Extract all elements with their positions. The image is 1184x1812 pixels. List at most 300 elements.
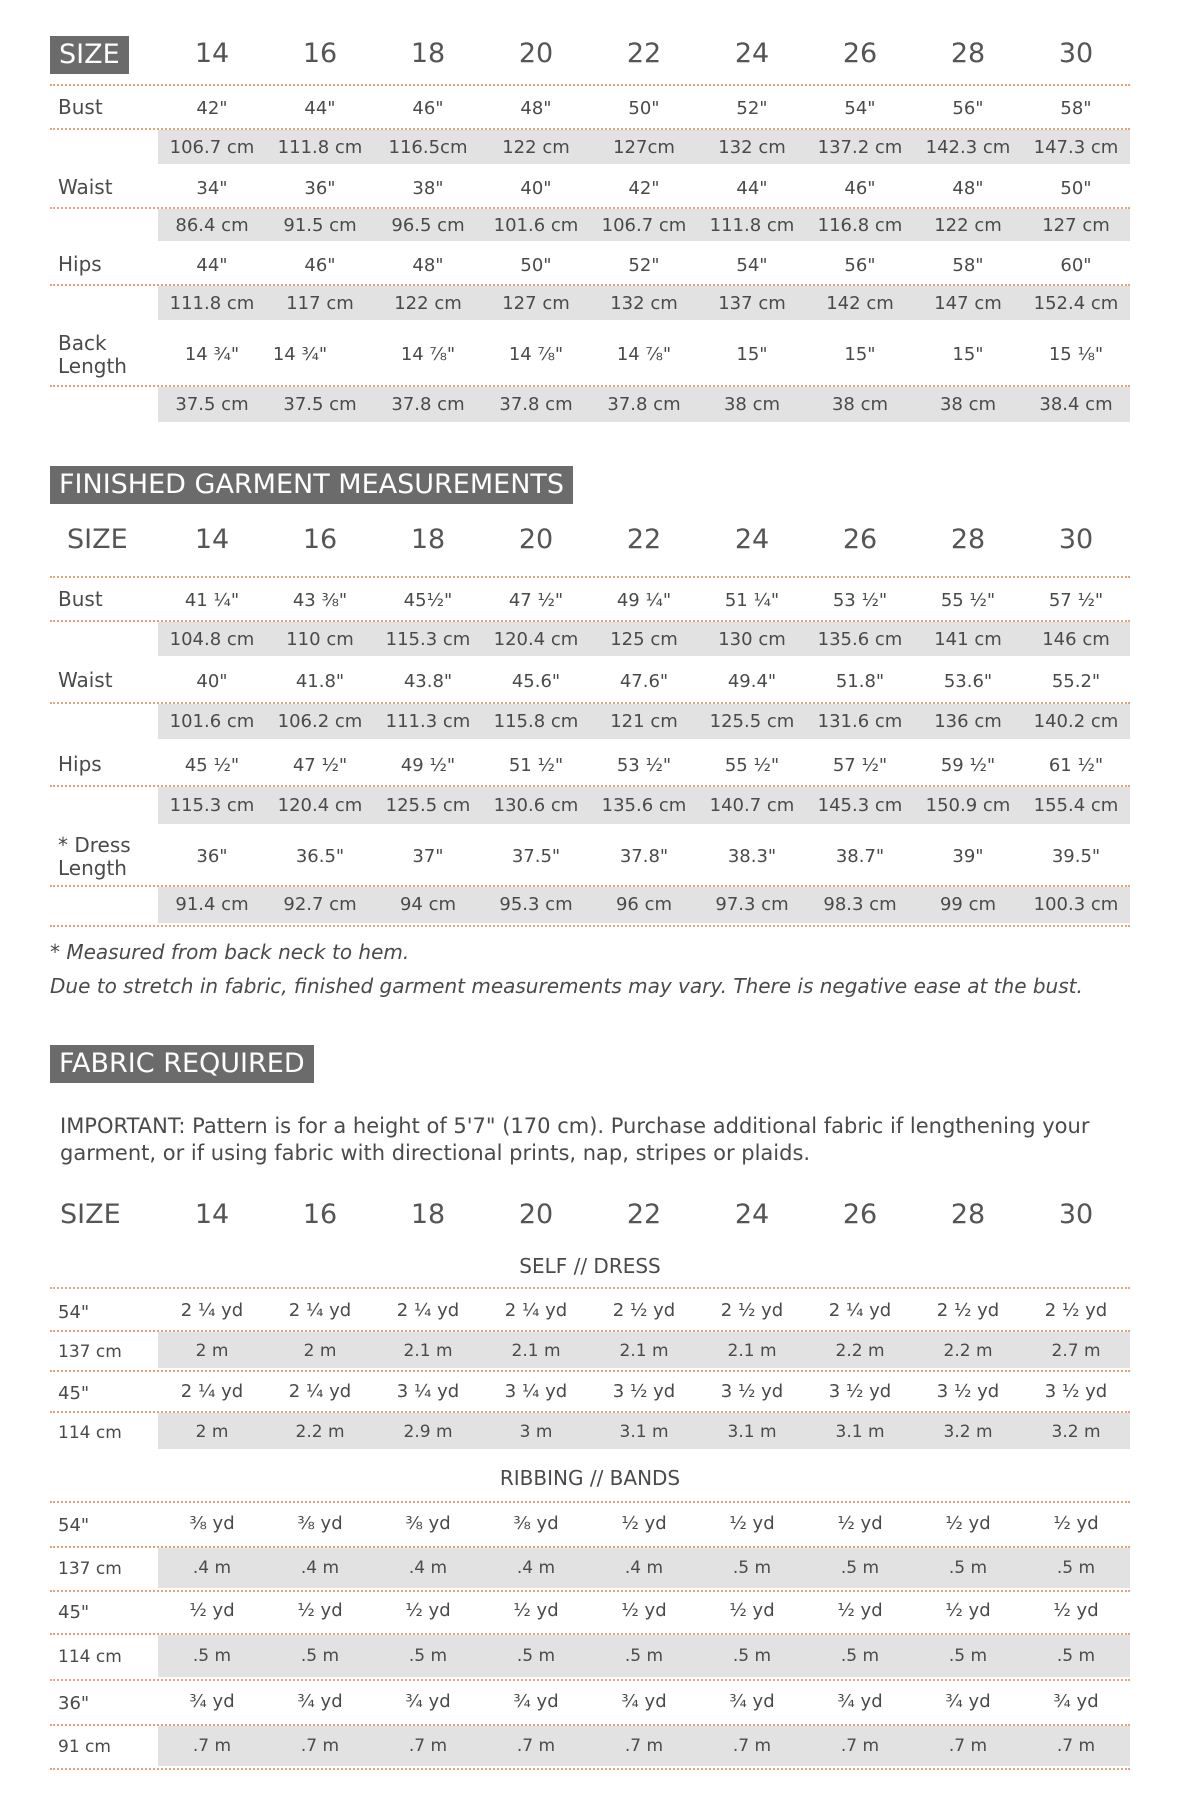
- fabric-value: ¾ yd: [405, 1691, 451, 1712]
- cm-value: 136 cm: [934, 711, 1002, 732]
- cm-value: 115.3 cm: [385, 629, 471, 650]
- inch-value: 44": [304, 98, 336, 119]
- cm-value: 37.5 cm: [175, 394, 249, 415]
- fabric-value: ¾ yd: [729, 1691, 775, 1712]
- measurement-row-hips: [50, 253, 1130, 283]
- inch-value: 43.8": [403, 671, 453, 692]
- fabric-row: [50, 1422, 1130, 1448]
- size-header-row: [50, 34, 1130, 74]
- cm-value: 91.4 cm: [175, 894, 249, 915]
- inch-value: 50": [1060, 178, 1092, 199]
- fabric-width-label: 137 cm: [58, 1342, 122, 1362]
- measurement-row-bust: [50, 96, 1130, 126]
- fabric-value: 2 ½ yd: [936, 1300, 1000, 1321]
- cm-value: 120.4 cm: [277, 795, 363, 816]
- fabric-value: 3.1 m: [727, 1422, 777, 1442]
- fabric-value: .5 m: [948, 1558, 988, 1578]
- inch-value: 41.8": [295, 671, 345, 692]
- cm-value: 106.7 cm: [169, 137, 255, 158]
- inch-value: 44": [196, 255, 228, 276]
- inch-value: 59 ½": [940, 755, 996, 776]
- size-col: 16: [302, 38, 338, 69]
- fabric-value: ⅜ yd: [189, 1513, 235, 1534]
- cm-value: 125.5 cm: [709, 711, 795, 732]
- fabric-value: .5 m: [192, 1646, 232, 1666]
- fabric-row: [50, 1341, 1130, 1367]
- inch-value: 37.5": [511, 846, 561, 867]
- measurement-row-bust-cm: [50, 137, 1130, 163]
- inch-value: 49 ½": [400, 755, 456, 776]
- cm-value: 146 cm: [1042, 629, 1110, 650]
- cm-value: 115.8 cm: [493, 711, 579, 732]
- inch-value: 49.4": [727, 671, 777, 692]
- fabric-value: 2 ½ yd: [720, 1300, 784, 1321]
- cm-value: 37.8 cm: [391, 394, 465, 415]
- fabric-value: ½ yd: [621, 1513, 667, 1534]
- fabric-value: 2.1 m: [727, 1341, 777, 1361]
- cm-value: 130.6 cm: [493, 795, 579, 816]
- inch-value: 38.3": [727, 846, 777, 867]
- inch-value: 58": [952, 255, 984, 276]
- inch-value: 55 ½": [724, 755, 780, 776]
- cm-value: 96 cm: [615, 894, 673, 915]
- body-measurements-section: [50, 32, 1130, 422]
- fabric-row: [50, 1558, 1130, 1584]
- size-label: SIZE: [67, 524, 128, 555]
- inch-value: 47 ½": [508, 590, 564, 611]
- cm-value: 37.5 cm: [283, 394, 357, 415]
- inch-value: 37.8": [619, 846, 669, 867]
- fabric-value: .7 m: [192, 1736, 232, 1756]
- size-col: 18: [410, 524, 446, 555]
- inch-value: 43 ⅜": [292, 590, 348, 611]
- size-col: 22: [626, 38, 662, 69]
- inch-value: 14 ¾": [272, 344, 328, 365]
- garment-row-dress-length: [50, 834, 1130, 884]
- fabric-value: 2.7 m: [1051, 1341, 1101, 1361]
- inch-value: 54": [736, 255, 768, 276]
- cm-value: 150.9 cm: [925, 795, 1011, 816]
- fabric-value: 2.9 m: [403, 1422, 453, 1442]
- inch-value: 53 ½": [616, 755, 672, 776]
- cm-value: 132 cm: [610, 293, 678, 314]
- cm-value: 37.8 cm: [499, 394, 573, 415]
- inch-value: 45½": [403, 590, 453, 611]
- fabric-value: 3 ¼ yd: [396, 1381, 460, 1402]
- fabric-row: [50, 1513, 1130, 1541]
- fabric-value: .5 m: [1056, 1646, 1096, 1666]
- row-label: Bust: [58, 95, 103, 119]
- cm-value: 116.5cm: [388, 137, 468, 158]
- size-col: 16: [302, 1199, 338, 1230]
- fabric-value: .4 m: [624, 1558, 664, 1578]
- fabric-value: ⅜ yd: [405, 1513, 451, 1534]
- garment-row-bust-cm: [50, 629, 1130, 655]
- fabric-value: .5 m: [408, 1646, 448, 1666]
- cm-value: 104.8 cm: [169, 629, 255, 650]
- inch-value: 47 ½": [292, 755, 348, 776]
- fabric-width-label: 91 cm: [58, 1737, 111, 1757]
- divider: [50, 84, 1130, 86]
- cm-value: 101.6 cm: [169, 711, 255, 732]
- cm-value: 155.4 cm: [1033, 795, 1119, 816]
- garment-row-hips: [50, 753, 1130, 783]
- garment-row-waist-cm: [50, 711, 1130, 737]
- cm-value: 117 cm: [286, 293, 354, 314]
- fabric-value: .5 m: [516, 1646, 556, 1666]
- inch-value: 44": [736, 178, 768, 199]
- inch-value: 58": [1060, 98, 1092, 119]
- footnote-measured: * Measured from back neck to hem.: [50, 940, 410, 964]
- fabric-value: 2 ¼ yd: [288, 1381, 352, 1402]
- inch-value: 37": [412, 846, 444, 867]
- divider: [50, 1590, 1130, 1592]
- inch-value: 45.6": [511, 671, 561, 692]
- fabric-value: .5 m: [300, 1646, 340, 1666]
- fabric-value: .5 m: [840, 1558, 880, 1578]
- inch-value: 55 ½": [940, 590, 996, 611]
- cm-value: 91.5 cm: [283, 215, 357, 236]
- inch-value: 36": [304, 178, 336, 199]
- fabric-value: ½ yd: [945, 1513, 991, 1534]
- inch-value: 38.7": [835, 846, 885, 867]
- inch-value: 51.8": [835, 671, 885, 692]
- fabric-value: 3 ½ yd: [1044, 1381, 1108, 1402]
- row-label: Waist: [58, 668, 113, 692]
- fabric-row: [50, 1600, 1130, 1628]
- cm-value: 127 cm: [1042, 215, 1110, 236]
- cm-value: 142 cm: [826, 293, 894, 314]
- size-col: 22: [626, 1199, 662, 1230]
- inch-value: 56": [844, 255, 876, 276]
- cm-value: 96.5 cm: [391, 215, 465, 236]
- row-label: Bust: [58, 587, 103, 611]
- cm-value: 141 cm: [934, 629, 1002, 650]
- size-col: 30: [1058, 38, 1094, 69]
- inch-value: 40": [196, 671, 228, 692]
- cm-value: 38.4 cm: [1039, 394, 1113, 415]
- cm-value: 130 cm: [718, 629, 786, 650]
- cm-value: 140.7 cm: [709, 795, 795, 816]
- inch-value: 55.2": [1051, 671, 1101, 692]
- divider: [50, 1679, 1130, 1681]
- fabric-width-label: 45": [58, 1383, 90, 1404]
- size-col: 28: [950, 1199, 986, 1230]
- fabric-value: 2.1 m: [403, 1341, 453, 1361]
- fabric-value: .5 m: [1056, 1558, 1096, 1578]
- cm-value: 111.3 cm: [385, 711, 471, 732]
- size-col: 18: [410, 1199, 446, 1230]
- inch-value: 49 ¼": [616, 590, 672, 611]
- fabric-value: 3.2 m: [1051, 1422, 1101, 1442]
- fabric-value: ⅜ yd: [513, 1513, 559, 1534]
- fabric-value: .7 m: [732, 1736, 772, 1756]
- size-col: 26: [842, 38, 878, 69]
- cm-value: 122 cm: [502, 137, 570, 158]
- inch-value: 14 ⅞": [508, 344, 564, 365]
- fabric-value: 3 ½ yd: [612, 1381, 676, 1402]
- cm-value: 38 cm: [831, 394, 889, 415]
- fabric-width-label: 137 cm: [58, 1559, 122, 1579]
- inch-value: 15": [952, 344, 984, 365]
- size-col: 16: [302, 524, 338, 555]
- fabric-row: [50, 1736, 1130, 1762]
- fabric-value: .7 m: [1056, 1736, 1096, 1756]
- fabric-value: 2 m: [195, 1422, 229, 1442]
- measurement-row-hips-cm: [50, 293, 1130, 319]
- cm-value: 122 cm: [934, 215, 1002, 236]
- inch-value: 42": [628, 178, 660, 199]
- fabric-value: ½ yd: [837, 1600, 883, 1621]
- cm-value: 140.2 cm: [1033, 711, 1119, 732]
- cm-value: 111.8 cm: [709, 215, 795, 236]
- fabric-width-label: 54": [58, 1302, 90, 1323]
- fabric-value: ½ yd: [1053, 1600, 1099, 1621]
- cm-value: 111.8 cm: [277, 137, 363, 158]
- fabric-value: .5 m: [732, 1646, 772, 1666]
- size-col: 24: [734, 1199, 770, 1230]
- fabric-value: 2 m: [195, 1341, 229, 1361]
- cm-value: 95.3 cm: [499, 894, 573, 915]
- cm-value: 132 cm: [718, 137, 786, 158]
- cm-value: 127 cm: [502, 293, 570, 314]
- fabric-value: .7 m: [300, 1736, 340, 1756]
- fabric-value: ½ yd: [621, 1600, 667, 1621]
- finished-garment-heading: FINISHED GARMENT MEASUREMENTS: [50, 466, 573, 504]
- finished-garment-section: [50, 466, 1130, 1016]
- cm-value: 147 cm: [934, 293, 1002, 314]
- inch-value: 36": [196, 846, 228, 867]
- cm-value: 98.3 cm: [823, 894, 897, 915]
- fabric-value: ¾ yd: [621, 1691, 667, 1712]
- cm-value: 92.7 cm: [283, 894, 357, 915]
- size-col: 26: [842, 524, 878, 555]
- size-header-row: [50, 1197, 1130, 1237]
- measurement-row-back-length-cm: [50, 394, 1130, 420]
- fabric-value: .5 m: [948, 1646, 988, 1666]
- size-col: 28: [950, 38, 986, 69]
- fabric-value: ¾ yd: [945, 1691, 991, 1712]
- cm-value: 111.8 cm: [169, 293, 255, 314]
- cm-value: 145.3 cm: [817, 795, 903, 816]
- inch-value: 15": [736, 344, 768, 365]
- inch-value: 53 ½": [832, 590, 888, 611]
- fabric-value: ½ yd: [837, 1513, 883, 1534]
- fabric-value: ½ yd: [1053, 1513, 1099, 1534]
- fabric-value: ½ yd: [513, 1600, 559, 1621]
- row-label-line2: Length: [58, 856, 127, 880]
- fabric-value: .5 m: [624, 1646, 664, 1666]
- fabric-value: 2 ¼ yd: [180, 1300, 244, 1321]
- inch-value: 51 ½": [508, 755, 564, 776]
- measurement-row-back-length: [50, 332, 1130, 382]
- measurement-row-waist-cm: [50, 215, 1130, 241]
- row-label: Hips: [58, 252, 102, 276]
- divider: [50, 925, 1130, 927]
- inch-value: 14 ¾": [184, 344, 240, 365]
- inch-value: 45 ½": [184, 755, 240, 776]
- inch-value: 15 ⅛": [1048, 344, 1104, 365]
- garment-row-dress-length-cm: [50, 894, 1130, 920]
- cm-value: 97.3 cm: [715, 894, 789, 915]
- cm-value: 142.3 cm: [925, 137, 1011, 158]
- divider: [50, 1768, 1130, 1770]
- fabric-width-label: 114 cm: [58, 1423, 122, 1443]
- garment-row-bust: [50, 588, 1130, 618]
- size-col: 14: [194, 1199, 230, 1230]
- group-title-ribbing-bands: RIBBING // BANDS: [499, 1466, 681, 1490]
- row-label: Waist: [58, 175, 113, 199]
- fabric-width-label: 114 cm: [58, 1647, 122, 1667]
- fabric-value: ¾ yd: [297, 1691, 343, 1712]
- divider: [50, 1501, 1130, 1503]
- size-col: 30: [1058, 1199, 1094, 1230]
- fabric-value: .7 m: [516, 1736, 556, 1756]
- fabric-value: ½ yd: [297, 1600, 343, 1621]
- cm-value: 94 cm: [399, 894, 457, 915]
- inch-value: 48": [952, 178, 984, 199]
- cm-value: 127cm: [613, 137, 675, 158]
- inch-value: 48": [520, 98, 552, 119]
- inch-value: 39.5": [1051, 846, 1101, 867]
- inch-value: 38": [412, 178, 444, 199]
- fabric-value: ½ yd: [405, 1600, 451, 1621]
- fabric-value: 2.1 m: [619, 1341, 669, 1361]
- cm-value: 115.3 cm: [169, 795, 255, 816]
- fabric-value: .4 m: [516, 1558, 556, 1578]
- size-col: 14: [194, 38, 230, 69]
- size-col: 14: [194, 524, 230, 555]
- cm-value: 122 cm: [394, 293, 462, 314]
- fabric-value: ½ yd: [729, 1600, 775, 1621]
- fabric-value: ½ yd: [189, 1600, 235, 1621]
- fabric-row: [50, 1300, 1130, 1328]
- fabric-value: .4 m: [408, 1558, 448, 1578]
- fabric-value: ¾ yd: [189, 1691, 235, 1712]
- fabric-row: [50, 1691, 1130, 1719]
- fabric-value: .7 m: [408, 1736, 448, 1756]
- fabric-width-label: 54": [58, 1515, 90, 1536]
- inch-value: 47.6": [619, 671, 669, 692]
- inch-value: 46": [844, 178, 876, 199]
- inch-value: 14 ⅞": [400, 344, 456, 365]
- row-label: * Dress: [58, 833, 131, 857]
- cm-value: 100.3 cm: [1033, 894, 1119, 915]
- fabric-value: 3.1 m: [619, 1422, 669, 1442]
- cm-value: 152.4 cm: [1033, 293, 1119, 314]
- size-label: SIZE: [60, 1199, 121, 1230]
- inch-value: 15": [844, 344, 876, 365]
- size-label-tag: SIZE: [50, 36, 129, 74]
- row-label: Hips: [58, 752, 102, 776]
- fabric-width-label: 36": [58, 1693, 90, 1714]
- fabric-value: 2 ¼ yd: [180, 1381, 244, 1402]
- cm-value: 38 cm: [723, 394, 781, 415]
- fabric-value: .4 m: [192, 1558, 232, 1578]
- fabric-row: [50, 1381, 1130, 1409]
- cm-value: 110 cm: [286, 629, 354, 650]
- fabric-value: .5 m: [840, 1646, 880, 1666]
- size-col: 24: [734, 524, 770, 555]
- fabric-value: 2.2 m: [835, 1341, 885, 1361]
- fabric-value: 2.2 m: [943, 1341, 993, 1361]
- inch-value: 57 ½": [832, 755, 888, 776]
- fabric-value: ½ yd: [729, 1513, 775, 1534]
- fabric-width-label: 45": [58, 1602, 90, 1623]
- divider: [50, 1370, 1130, 1372]
- cm-value: 106.2 cm: [277, 711, 363, 732]
- fabric-value: 2 ¼ yd: [396, 1300, 460, 1321]
- cm-value: 137 cm: [718, 293, 786, 314]
- cm-value: 116.8 cm: [817, 215, 903, 236]
- size-col: 18: [410, 38, 446, 69]
- cm-value: 38 cm: [939, 394, 997, 415]
- inch-value: 14 ⅞": [616, 344, 672, 365]
- group-title-self-dress: SELF // DRESS: [519, 1254, 661, 1278]
- inch-value: 50": [520, 255, 552, 276]
- fabric-value: 3 ½ yd: [936, 1381, 1000, 1402]
- inch-value: 60": [1060, 255, 1092, 276]
- fabric-value: 2.2 m: [295, 1422, 345, 1442]
- cm-value: 121 cm: [610, 711, 678, 732]
- inch-value: 40": [520, 178, 552, 199]
- fabric-value: .5 m: [732, 1558, 772, 1578]
- cm-value: 120.4 cm: [493, 629, 579, 650]
- size-header-row: [50, 522, 1130, 562]
- inch-value: 57 ½": [1048, 590, 1104, 611]
- inch-value: 56": [952, 98, 984, 119]
- fabric-value: ¾ yd: [837, 1691, 883, 1712]
- important-note: IMPORTANT: Pattern is for a height of 5'7" (170 cm). Purchase additional fabric if lengthening your garment, or if using fabric with directional prints, nap, stripes or plaids.: [60, 1114, 1090, 1165]
- fabric-value: 2 m: [303, 1341, 337, 1361]
- cm-value: 147.3 cm: [1033, 137, 1119, 158]
- inch-value: 53.6": [943, 671, 993, 692]
- row-label-line2: Length: [58, 354, 127, 378]
- garment-row-hips-cm: [50, 795, 1130, 821]
- fabric-value: 2 ¼ yd: [288, 1300, 352, 1321]
- inch-value: 61 ½": [1048, 755, 1104, 776]
- fabric-value: 3 ½ yd: [720, 1381, 784, 1402]
- divider: [50, 1287, 1130, 1289]
- size-col: 26: [842, 1199, 878, 1230]
- divider: [50, 576, 1130, 578]
- cm-value: 125 cm: [610, 629, 678, 650]
- inch-value: 52": [736, 98, 768, 119]
- footnote-stretch: Due to stretch in fabric, finished garment measurements may vary. There is negative ease at the bust.: [50, 974, 1083, 998]
- inch-value: 41 ¼": [184, 590, 240, 611]
- fabric-value: 2 ¼ yd: [504, 1300, 568, 1321]
- fabric-value: .7 m: [624, 1736, 664, 1756]
- inch-value: 54": [844, 98, 876, 119]
- cm-value: 37.8 cm: [607, 394, 681, 415]
- fabric-required-heading: FABRIC REQUIRED: [50, 1045, 314, 1083]
- size-col: 28: [950, 524, 986, 555]
- size-col: 30: [1058, 524, 1094, 555]
- cm-value: 125.5 cm: [385, 795, 471, 816]
- fabric-value: 3.2 m: [943, 1422, 993, 1442]
- inch-value: 39": [952, 846, 984, 867]
- fabric-value: 3 ½ yd: [828, 1381, 892, 1402]
- fabric-value: 3.1 m: [835, 1422, 885, 1442]
- inch-value: 36.5": [295, 846, 345, 867]
- fabric-row: [50, 1646, 1130, 1672]
- size-col: 20: [518, 524, 554, 555]
- fabric-value: .7 m: [948, 1736, 988, 1756]
- fabric-required-section: [50, 1045, 1130, 1790]
- inch-value: 52": [628, 255, 660, 276]
- inch-value: 51 ¼": [724, 590, 780, 611]
- fabric-value: 2.1 m: [511, 1341, 561, 1361]
